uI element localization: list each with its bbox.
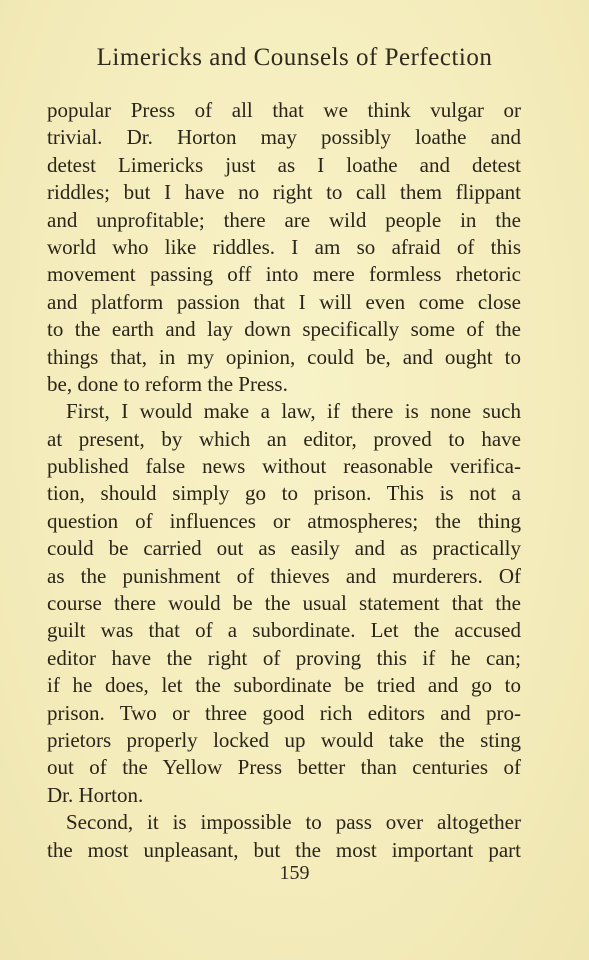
text-line: be, done to reform the Press. xyxy=(47,371,288,396)
text-line: editor have the right of proving this if he can; xyxy=(47,645,521,670)
text-line: could be carried out as easily and as practically xyxy=(47,536,521,561)
text-line: out of the Yellow Press better than centuries of xyxy=(47,755,521,780)
text-line: question of influences or atmospheres; the thing xyxy=(47,508,521,533)
text-line: tion, should simply go to prison. This is not a xyxy=(47,481,521,506)
text-line: world who like riddles. I am so afraid of this xyxy=(47,234,521,259)
text-line: course there would be the usual statement that the xyxy=(47,591,521,616)
text-line: prison. Two or three good rich editors and pro- xyxy=(47,700,521,725)
text-line: First, I would make a law, if there is none such xyxy=(66,399,521,424)
running-head: Limericks and Counsels of Perfection xyxy=(96,44,493,71)
text-line: as the punishment of thieves and murderers. Of xyxy=(47,563,521,588)
text-line: trivial. Dr. Horton may possibly loathe and xyxy=(47,125,521,150)
text-line: detest Limericks just as I loathe and detest xyxy=(47,152,521,177)
text-line: at present, by which an editor, proved to have xyxy=(47,426,521,451)
page-number: 159 xyxy=(279,862,310,884)
text-line: to the earth and lay down specifically some of the xyxy=(47,317,521,342)
text-line: Dr. Horton. xyxy=(47,782,144,807)
text-line: published false news without reasonable verifica- xyxy=(47,454,521,479)
text-line: riddles; but I have no right to call them flippant xyxy=(47,180,521,205)
text-line: and unprofitable; there are wild people in the xyxy=(47,207,521,232)
text-line: prietors properly locked up would take the sting xyxy=(47,727,521,752)
text-line: things that, in my opinion, could be, and ought to xyxy=(47,344,521,369)
text-line: guilt was that of a subordinate. Let the accused xyxy=(47,618,521,643)
text-line: movement passing off into mere formless rhetoric xyxy=(47,262,521,287)
text-line: Second, it is impossible to pass over altogether xyxy=(66,810,521,835)
text-line: the most unpleasant, but the most important part xyxy=(47,837,521,862)
text-line: popular Press of all that we think vulgar or xyxy=(47,98,521,122)
text-line: and platform passion that I will even come close xyxy=(47,289,521,314)
body-text xyxy=(47,97,521,864)
text-line: if he does, let the subordinate be tried and go to xyxy=(47,673,521,698)
